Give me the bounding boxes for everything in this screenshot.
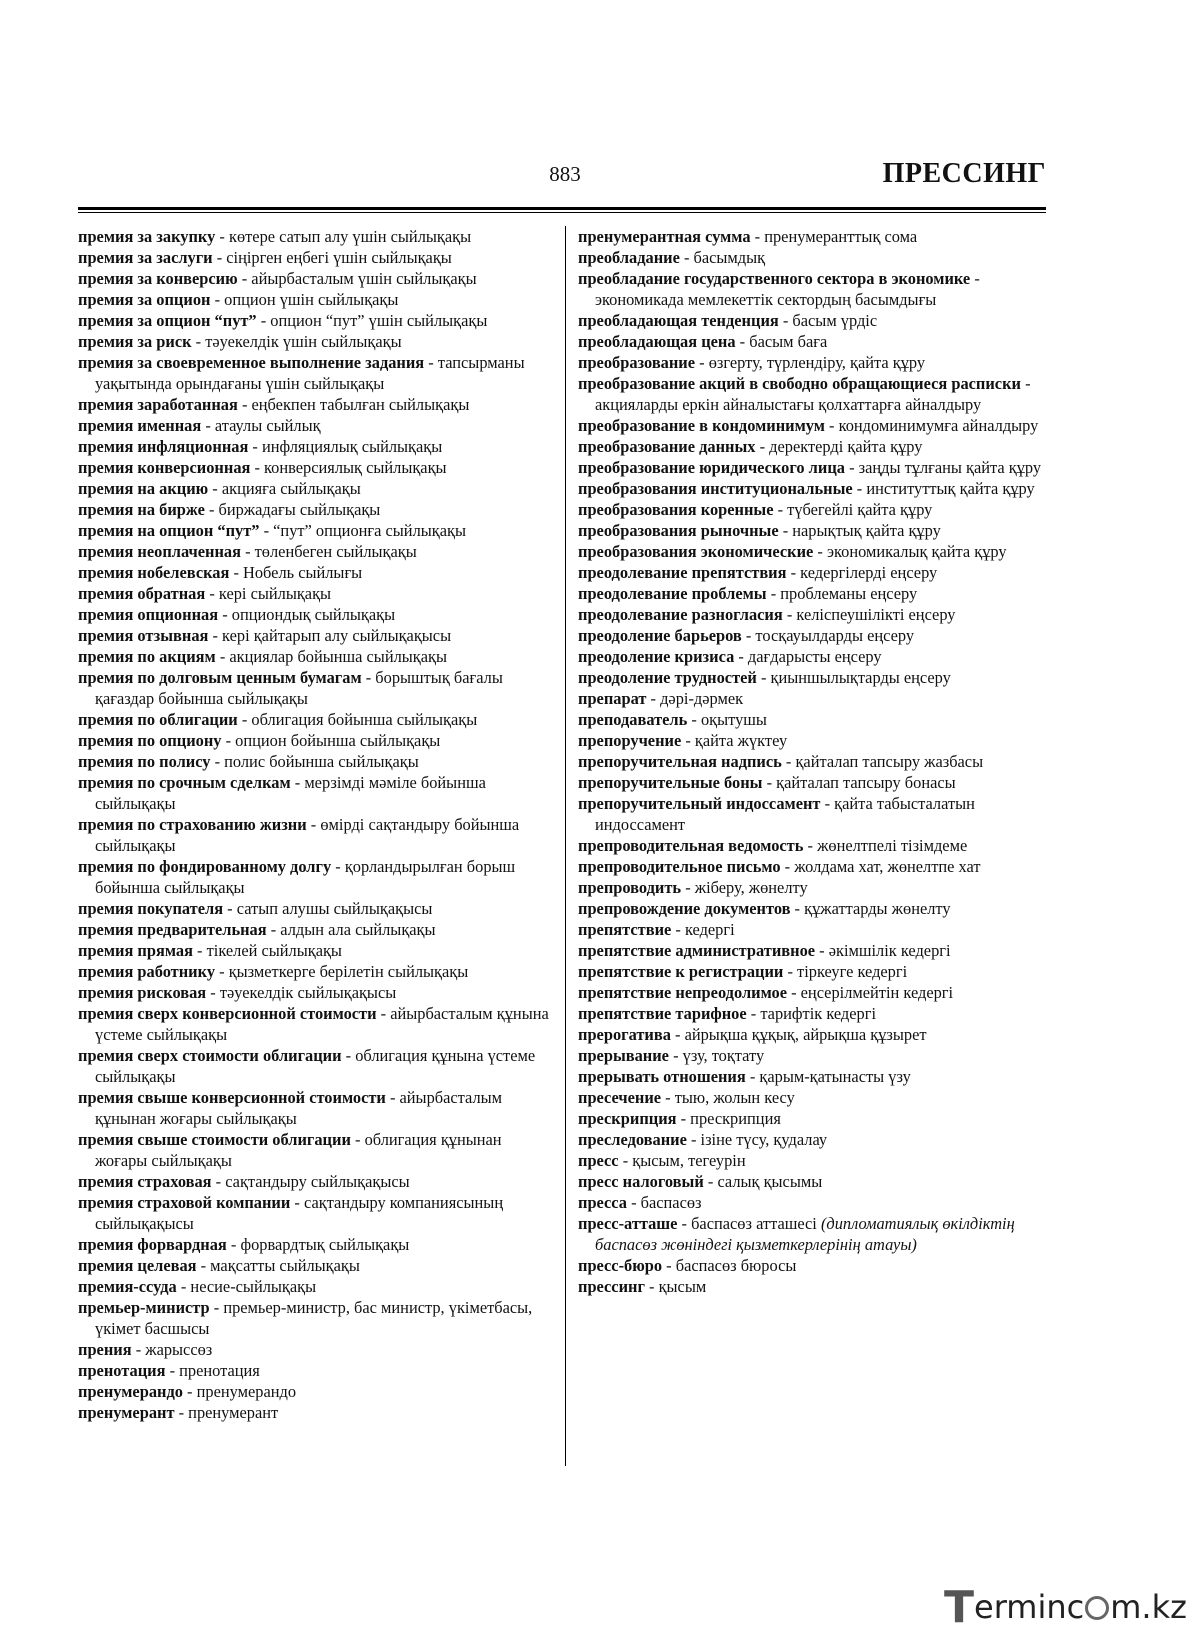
dictionary-entry: премия страховая - сақтандыру сыйлықақысы [78,1172,410,1191]
entry-term: премия опционная [78,605,219,624]
column-divider [565,226,566,1466]
entry-translation: акцияларды еркін айналыстағы қолхаттарға айналдыру [595,395,982,414]
entry-translation: облигация бойынша сыйлықақы [251,710,478,729]
entry-translation: биржадағы сыйлықақы [218,500,381,519]
dictionary-entry: премия на бирже - биржадағы сыйлықақы [78,500,381,519]
left-column [78,226,556,1423]
entry-term: премия прямая [78,941,193,960]
entry-translation: тіркеуге кедергі [797,962,908,981]
entry-translation: айырбасталым құнына үстеме сыйлықақы [95,1004,549,1044]
entry-translation: опцион “пут” үшін сыйлықақы [270,311,488,330]
dictionary-entry: преобразования институциональные - институттық қайта құру [578,479,1035,498]
dictionary-entry: премия целевая - мақсатты сыйлықақы [78,1256,360,1275]
entry-translation: инфляциялық сыйлықақы [261,437,443,456]
entry-term: премия по акциям [78,647,216,666]
dictionary-entry: препоручительный индоссамент - қайта табысталатын индоссамент [578,794,975,834]
entry-translation: қайта жүктеу [694,731,788,750]
entry-translation: қайталап тапсыру бонасы [776,773,956,792]
entry-translation: прескрипция [690,1109,781,1128]
entry-term: прескрипция [578,1109,677,1128]
entry-translation: тікелей сыйлықақы [206,941,342,960]
entry-translation: экономикада мемлекеттік сектордың басымдығы [595,290,937,309]
entry-term: прерогатива [578,1025,671,1044]
terminkom-logo [944,1578,1187,1633]
logo-letter: T [944,1582,975,1633]
dictionary-entry: пресечение - тыю, жолын кесу [578,1088,795,1107]
entry-translation: проблеманы еңсеру [780,584,918,603]
entry-translation: қысым, тегеурін [632,1151,746,1170]
dictionary-entry: преодолевание препятствия - кедергілерді еңсеру [578,563,938,582]
entry-term: пресс-атташе [578,1214,678,1233]
entry-term: премия целевая [78,1256,197,1275]
entry-translation: акциялар бойынша сыйлықақы [229,647,447,666]
dictionary-entry: пренумерандо - пренумерандо [78,1382,297,1401]
entry-translation: қысым [658,1277,707,1296]
dictionary-entry: пренумерант - пренумерант [78,1403,279,1422]
entry-translation: салық қысымы [717,1172,823,1191]
dictionary-entry: премия конверсионная - конверсиялық сыйлықақы [78,458,447,477]
entry-translation: сіңірген еңбегі үшін сыйлықақы [226,248,452,267]
entry-term: препятствие непреодолимое [578,983,787,1002]
dictionary-entry: премия по опциону - опцион бойынша сыйлықақы [78,731,441,750]
dictionary-entry: премия на опцион “пут” - “пут” опционға сыйлықақы [78,521,466,540]
dictionary-entry: премия за риск - тәуекелдік үшін сыйлықақы [78,332,402,351]
entry-term: премия свыше стоимости облигации [78,1130,351,1149]
entry-term: премия по долговым ценным бумагам [78,668,362,687]
entry-term: преобразование [578,353,696,372]
dictionary-entry: препоручительные боны - қайталап тапсыру бонасы [578,773,956,792]
dictionary-entry: преобразование юридического лица - заңды тұлғаны қайта құру [578,458,1042,477]
dictionary-entry: пресса - баспасөз [578,1193,702,1212]
dictionary-entry: препарат - дәрі-дәрмек [578,689,744,708]
entry-term: премия именная [78,416,202,435]
dictionary-entry: премия предварительная - алдын ала сыйлықақы [78,920,436,939]
entry-translation: ізіне түсу, қудалау [700,1130,828,1149]
entry-translation: конверсиялық сыйлықақы [264,458,447,477]
dictionary-entry: премия именная - атаулы сыйлық [78,416,321,435]
entry-term: препятствие тарифное [578,1004,747,1023]
dictionary-entry: премия свыше конверсионной стоимости - айырбасталым құнынан жоғары сыйлықақы [78,1088,503,1128]
dictionary-entry: препятствие тарифное - тарифтік кедергі [578,1004,877,1023]
entry-translation: пренумеранттық сома [764,227,918,246]
entry-term: преобразования рыночные [578,521,779,540]
entry-term: премия инфляционная [78,437,249,456]
page-number: 883 [549,162,581,186]
entry-term: препроводительная ведомость [578,836,804,855]
entry-translation: полис бойынша сыйлықақы [224,752,419,771]
entry-translation: қиыншылықтарды еңсеру [770,668,951,687]
dictionary-entry: премия инфляционная - инфляциялық сыйлықақы [78,437,443,456]
dictionary-entry: препроводить - жіберу, жөнелту [578,878,808,897]
entry-translation: айырбасталым құнынан жоғары сыйлықақы [95,1088,503,1128]
entry-term: препоручительные боны [578,773,763,792]
entry-translation: құжаттарды жөнелту [804,899,951,918]
dictionary-entry: премия по срочным сделкам - мерзімді мәміле бойынша сыйлықақы [78,773,486,813]
entry-translation: тәуекелдік сыйлықақысы [219,983,397,1002]
entry-term: премия страховая [78,1172,212,1191]
entry-term: премия за своевременное выполнение задания [78,353,425,372]
entry-translation: еңсерілмейтін кедергі [800,983,954,1002]
entry-term: премия за опцион [78,290,211,309]
entry-translation: борыштық бағалы қағаздар бойынша сыйлықақы [95,668,503,708]
entry-term: прессинг [578,1277,645,1296]
entry-term: пресса [578,1193,627,1212]
logo-text-part1: erminc [974,1588,1085,1626]
entry-term: премия за риск [78,332,192,351]
entry-translation: тапсырманы уақытында орындағаны үшін сыйлықақы [95,353,525,393]
dictionary-entry: премия опционная - опциондық сыйлықақы [78,605,396,624]
entry-note: (дипломатиялық өкілдіктің баспасөз жөніндегі қызметкерлерінің атауы) [595,1214,1015,1254]
entry-term: преобразование данных [578,437,756,456]
entry-translation: баспасөз [640,1193,702,1212]
entry-translation: дағдарысты еңсеру [747,647,882,666]
entry-translation: акцияға сыйлықақы [221,479,361,498]
entry-translation: басым үрдіс [792,311,878,330]
dictionary-entry: препятствие непреодолимое - еңсерілмейтін кедергі [578,983,954,1002]
entry-translation: алдын ала сыйлықақы [280,920,436,939]
dictionary-entry: премия заработанная - еңбекпен табылған сыйлықақы [78,395,470,414]
dictionary-entry: преобразование акций в свободно обращающиеся расписки - акцияларды еркін айналыстағы қолхаттарға айналдыру [578,374,1031,414]
entry-translation: премьер-министр, бас министр, үкіметбасы, үкімет басшысы [95,1298,533,1338]
entry-translation: жөнелтпелі тізімдеме [817,836,968,855]
entry-term: премия по облигации [78,710,238,729]
guide-word: ПРЕССИНГ [882,158,1046,189]
entry-translation: облигация құнынан жоғары сыйлықақы [95,1130,502,1170]
entry-translation: опциондық сыйлықақы [231,605,396,624]
entry-translation: кондоминимумға айналдыру [838,416,1039,435]
entry-translation: үзу, тоқтату [682,1046,765,1065]
entry-translation: дәрі-дәрмек [660,689,744,708]
entry-term: пресс-бюро [578,1256,663,1275]
dictionary-entry: преобразование данных - деректерді қайта құру [578,437,923,456]
dictionary-entry: препроводительное письмо - жолдама хат, жөнелтпе хат [578,857,981,876]
entry-translation: пренотация [179,1361,260,1380]
entry-translation: тыю, жолын кесу [674,1088,795,1107]
entry-term: премия предварительная [78,920,267,939]
entry-term: преподаватель [578,710,688,729]
entry-term: пресечение [578,1088,662,1107]
entry-translation: нарықтық қайта құру [792,521,941,540]
dictionary-entry: премия за опцион “пут” - опцион “пут” үшін сыйлықақы [78,311,488,330]
entry-term: премия за заслуги [78,248,213,267]
entry-term: преобразование акций в свободно обращающиеся расписки [578,374,1021,393]
dictionary-entry: премия покупателя - сатып алушы сыйлықақысы [78,899,433,918]
dictionary-entry: преобладание государственного сектора в экономике - экономикада мемлекеттік сектордың басымдығы [578,269,980,309]
entry-translation: сатып алушы сыйлықақысы [236,899,433,918]
dictionary-entry: пренотация - пренотация [78,1361,260,1380]
entry-term: прерывание [578,1046,669,1065]
entry-translation: опцион бойынша сыйлықақы [235,731,441,750]
entry-term: премия по полису [78,752,211,771]
dictionary-entry: преодоление барьеров - тосқауылдарды еңсеру [578,626,915,645]
entry-term: премия страховой компании [78,1193,291,1212]
entry-translation: баспасөз бюросы [675,1256,797,1275]
dictionary-entry: премия на акцию - акцияға сыйлықақы [78,479,361,498]
entry-term: премия на акцию [78,479,209,498]
dictionary-entry: пресс налоговый - салық қысымы [578,1172,823,1191]
dictionary-entry: прессинг - қысым [578,1277,707,1296]
entry-term: преобразования институциональные [578,479,853,498]
entry-term: преобладающая тенденция [578,311,779,330]
dictionary-entry: препятствие - кедергі [578,920,735,939]
entry-term: премия обратная [78,584,206,603]
entry-term: премия за закупку [78,227,216,246]
entry-term: преодолевание разногласия [578,605,783,624]
entry-translation: кедергілерді еңсеру [800,563,938,582]
entry-translation: облигация құнына үстеме сыйлықақы [95,1046,536,1086]
entry-translation: өзгерту, түрлендіру, қайта құру [708,353,926,372]
dictionary-entry: преобразования коренные - түбегейлі қайта құру [578,500,933,519]
entry-term: прения [78,1340,132,1359]
dictionary-entry: премия за заслуги - сіңірген еңбегі үшін сыйлықақы [78,248,452,267]
dictionary-entry: премьер-министр - премьер-министр, бас министр, үкіметбасы, үкімет басшысы [78,1298,533,1338]
entry-translation: басымдық [693,248,766,267]
dictionary-entry: премия за конверсию - айырбасталым үшін сыйлықақы [78,269,477,288]
dictionary-entry: препятствие административное - әкімшілік кедергі [578,941,951,960]
entry-translation: мерзімді мәміле бойынша сыйлықақы [95,773,486,813]
entry-translation: айырбасталым үшін сыйлықақы [251,269,477,288]
entry-term: пренумерандо [78,1382,183,1401]
entry-translation: Нобель сыйлығы [243,563,363,582]
entry-translation: көтере сатып алу үшін сыйлықақы [228,227,472,246]
entry-term: пресс налоговый [578,1172,704,1191]
entry-term: преследование [578,1130,687,1149]
dictionary-entry: прескрипция - прескрипция [578,1109,781,1128]
entry-term: преобладающая цена [578,332,736,351]
dictionary-entry: премия по облигации - облигация бойынша сыйлықақы [78,710,478,729]
dictionary-entry: премия неоплаченная - төленбеген сыйлықақы [78,542,417,561]
entry-term: препоручительный индоссамент [578,794,821,813]
entry-translation: жіберу, жөнелту [694,878,808,897]
entry-term: премия по срочным сделкам [78,773,291,792]
dictionary-entry: преобладающая цена - басым баға [578,332,828,351]
dictionary-entry: премия за закупку - көтере сатып алу үшін сыйлықақы [78,227,472,246]
dictionary-entry: преобразование - өзгерту, түрлендіру, қайта құру [578,353,926,372]
entry-term: премия на бирже [78,500,205,519]
header-rule-thick [78,207,1046,210]
entry-translation: тәуекелдік үшін сыйлықақы [205,332,402,351]
entry-term: препятствие к регистрации [578,962,784,981]
dictionary-entry: премия по долговым ценным бумагам - борыштық бағалы қағаздар бойынша сыйлықақы [78,668,503,708]
dictionary-entry: премия за опцион - опцион үшін сыйлықақы [78,290,399,309]
entry-translation: тарифтік кедергі [760,1004,877,1023]
entry-term: премия сверх стоимости облигации [78,1046,342,1065]
entry-term: премия покупателя [78,899,224,918]
entry-term: препровождение документов [578,899,791,918]
entry-translation: баспасөз атташесі [691,1214,817,1233]
entry-translation: кері қайтарып алу сыйлықақысы [222,626,452,645]
dictionary-entry: премия по фондированному долгу - қорландырылған борыш бойынша сыйлықақы [78,857,516,897]
dictionary-entry: премия по страхованию жизни - өмірді сақтандыру бойынша сыйлықақы [78,815,520,855]
entry-term: пренумерант [78,1403,175,1422]
entry-translation: жолдама хат, жөнелтпе хат [794,857,981,876]
entry-term: преобразование юридического лица [578,458,845,477]
entry-term: премия за опцион “пут” [78,311,257,330]
entry-term: преодолевание препятствия [578,563,787,582]
entry-term: преодоление барьеров [578,626,742,645]
entry-term: премия заработанная [78,395,238,414]
dictionary-entry: препятствие к регистрации - тіркеуге кедергі [578,962,908,981]
entry-term: премия по фондированному долгу [78,857,332,876]
entry-term: преодоление кризиса [578,647,735,666]
dictionary-entry: прерывание - үзу, тоқтату [578,1046,765,1065]
entry-term: препоручение [578,731,682,750]
entry-translation: форвардтық сыйлықақы [240,1235,410,1254]
entry-translation: экономикалық қайта құру [826,542,1007,561]
dictionary-entry: премия по акциям - акциялар бойынша сыйлықақы [78,647,447,666]
dictionary-entry: преобразования экономические - экономикалық қайта құру [578,542,1007,561]
entry-translation: өмірді сақтандыру бойынша сыйлықақы [95,815,520,855]
dictionary-entry: премия страховой компании - сақтандыру компаниясының сыйлықақысы [78,1193,504,1233]
dictionary-entry: преподаватель - оқытушы [578,710,767,729]
dictionary-entry: прерывать отношения - қарым-қатынасты үзу [578,1067,911,1086]
entry-term: преобразования экономические [578,542,814,561]
logo-text-part2: m.kz [1110,1588,1187,1626]
entry-term: прерывать отношения [578,1067,746,1086]
entry-translation: заңды тұлғаны қайта құру [858,458,1042,477]
entry-translation: қорландырылған борыш бойынша сыйлықақы [95,857,516,897]
entry-translation: сақтандыру сыйлықақысы [225,1172,410,1191]
entry-translation: жарыссөз [145,1340,213,1359]
logo-o-ring-icon [1085,1596,1109,1620]
entry-term: премия форвардная [78,1235,227,1254]
dictionary-entry: препровождение документов - құжаттарды жөнелту [578,899,951,918]
entry-term: преодоление трудностей [578,668,757,687]
entry-term: препоручительная надпись [578,752,782,771]
entry-term: премьер-министр [78,1298,210,1317]
dictionary-entry: премия форвардная - форвардтық сыйлықақы [78,1235,410,1254]
dictionary-entry: премия сверх стоимости облигации - облигация құнына үстеме сыйлықақы [78,1046,536,1086]
entry-translation: қызметкерге берілетін сыйлықақы [228,962,469,981]
entry-term: препроводительное письмо [578,857,781,876]
entry-translation: оқытушы [700,710,767,729]
entry-term: премия свыше конверсионной стоимости [78,1088,386,1107]
entry-translation: кері сыйлықақы [218,584,332,603]
entry-term: премия на опцион “пут” [78,521,260,540]
entry-translation: қайта табысталатын индоссамент [595,794,975,834]
entry-translation: айрықша құқық, айрықша құзырет [684,1025,927,1044]
entry-term: пренотация [78,1361,166,1380]
dictionary-entry: премия прямая - тікелей сыйлықақы [78,941,342,960]
entry-term: преобладание государственного сектора в экономике [578,269,971,288]
dictionary-entry: прения - жарыссөз [78,1340,213,1359]
header-rule-thin [78,212,1046,213]
entry-term: премия работнику [78,962,216,981]
dictionary-entry: премия отзывная - кері қайтарып алу сыйлықақысы [78,626,452,645]
dictionary-entry: преобразование в кондоминимум - кондоминимумға айналдыру [578,416,1039,435]
dictionary-entry: препоручительная надпись - қайталап тапсыру жазбасы [578,752,984,771]
entry-translation: тосқауылдарды еңсеру [755,626,915,645]
entry-translation: қарым-қатынасты үзу [759,1067,911,1086]
dictionary-entry: премия сверх конверсионной стоимости - айырбасталым құнына үстеме сыйлықақы [78,1004,549,1044]
dictionary-entry: преобладающая тенденция - басым үрдіс [578,311,878,330]
dictionary-entry: премия по полису - полис бойынша сыйлықақы [78,752,419,771]
dictionary-entry: пресс-атташе - баспасөз атташесі (дипломатиялық өкілдіктің баспасөз жөніндегі қызметкерлерінің атауы) [578,1214,1015,1254]
dictionary-entry: преодолевание проблемы - проблеманы еңсеру [578,584,918,603]
dictionary-entry: преодоление трудностей - қиыншылықтарды еңсеру [578,668,951,687]
entry-translation: “пут” опционға сыйлықақы [273,521,466,540]
entry-translation: несие-сыйлықақы [190,1277,317,1296]
dictionary-entry: прерогатива - айрықша құқық, айрықша құзырет [578,1025,927,1044]
entry-term: премия конверсионная [78,458,251,477]
entry-translation: опцион үшін сыйлықақы [224,290,399,309]
entry-term: преобразования коренные [578,500,774,519]
entry-term: премия за конверсию [78,269,238,288]
dictionary-entry: пресс-бюро - баспасөз бюросы [578,1256,797,1275]
entry-translation: еңбекпен табылған сыйлықақы [251,395,470,414]
entry-term: премия отзывная [78,626,209,645]
entry-term: преобразование в кондоминимум [578,416,825,435]
entry-term: пресс [578,1151,619,1170]
dictionary-entry: премия нобелевская - Нобель сыйлығы [78,563,363,582]
dictionary-entry: премия за своевременное выполнение задания - тапсырманы уақытында орындағаны үшін сыйлықақы [78,353,525,393]
entry-translation: пренумерант [188,1403,279,1422]
entry-translation: атаулы сыйлық [214,416,321,435]
entry-translation: сақтандыру компаниясының сыйлықақысы [95,1193,504,1233]
dictionary-entry: преодолевание разногласия - келіспеушілікті еңсеру [578,605,956,624]
entry-term: преобладание [578,248,680,267]
entry-term: премия рисковая [78,983,207,1002]
dictionary-entry: пресс - қысым, тегеурін [578,1151,746,1170]
dictionary-entry: преодоление кризиса - дағдарысты еңсеру [578,647,882,666]
dictionary-entry: преобразования рыночные - нарықтық қайта құру [578,521,941,540]
entry-translation: қайталап тапсыру жазбасы [795,752,984,771]
entry-term: премия-ссуда [78,1277,177,1296]
entry-translation: әкімшілік кедергі [828,941,951,960]
dictionary-entry: премия обратная - кері сыйлықақы [78,584,332,603]
entry-term: препроводить [578,878,682,897]
entry-translation: төленбеген сыйлықақы [254,542,417,561]
entry-term: премия нобелевская [78,563,230,582]
dictionary-entry: пренумерантная сумма - пренумеранттық сома [578,227,918,246]
dictionary-entry: препоручение - қайта жүктеу [578,731,788,750]
entry-term: препятствие [578,920,672,939]
right-column [578,226,1048,1297]
dictionary-entry: препроводительная ведомость - жөнелтпелі тізімдеме [578,836,968,855]
entry-term: препятствие административное [578,941,816,960]
entry-translation: келіспеушілікті еңсеру [796,605,956,624]
entry-translation: институттық қайта құру [866,479,1035,498]
dictionary-entry: преобладание - басымдық [578,248,766,267]
entry-term: преодолевание проблемы [578,584,767,603]
entry-term: премия неоплаченная [78,542,241,561]
dictionary-entry: премия свыше стоимости облигации - облигация құнынан жоғары сыйлықақы [78,1130,502,1170]
entry-term: препарат [578,689,647,708]
dictionary-entry: премия рисковая - тәуекелдік сыйлықақысы [78,983,397,1002]
entry-translation: деректерді қайта құру [769,437,923,456]
entry-term: премия по страхованию жизни [78,815,307,834]
dictionary-entry: премия-ссуда - несие-сыйлықақы [78,1277,317,1296]
entry-term: пренумерантная сумма [578,227,751,246]
entry-term: премия сверх конверсионной стоимости [78,1004,377,1023]
entry-translation: мақсатты сыйлықақы [210,1256,360,1275]
dictionary-entry: преследование - ізіне түсу, қудалау [578,1130,828,1149]
dictionary-entry: премия работнику - қызметкерге берілетін сыйлықақы [78,962,469,981]
entry-translation: пренумерандо [196,1382,297,1401]
entry-translation: түбегейлі қайта құру [787,500,933,519]
entry-translation: басым баға [749,332,828,351]
entry-term: премия по опциону [78,731,222,750]
entry-translation: кедергі [684,920,735,939]
